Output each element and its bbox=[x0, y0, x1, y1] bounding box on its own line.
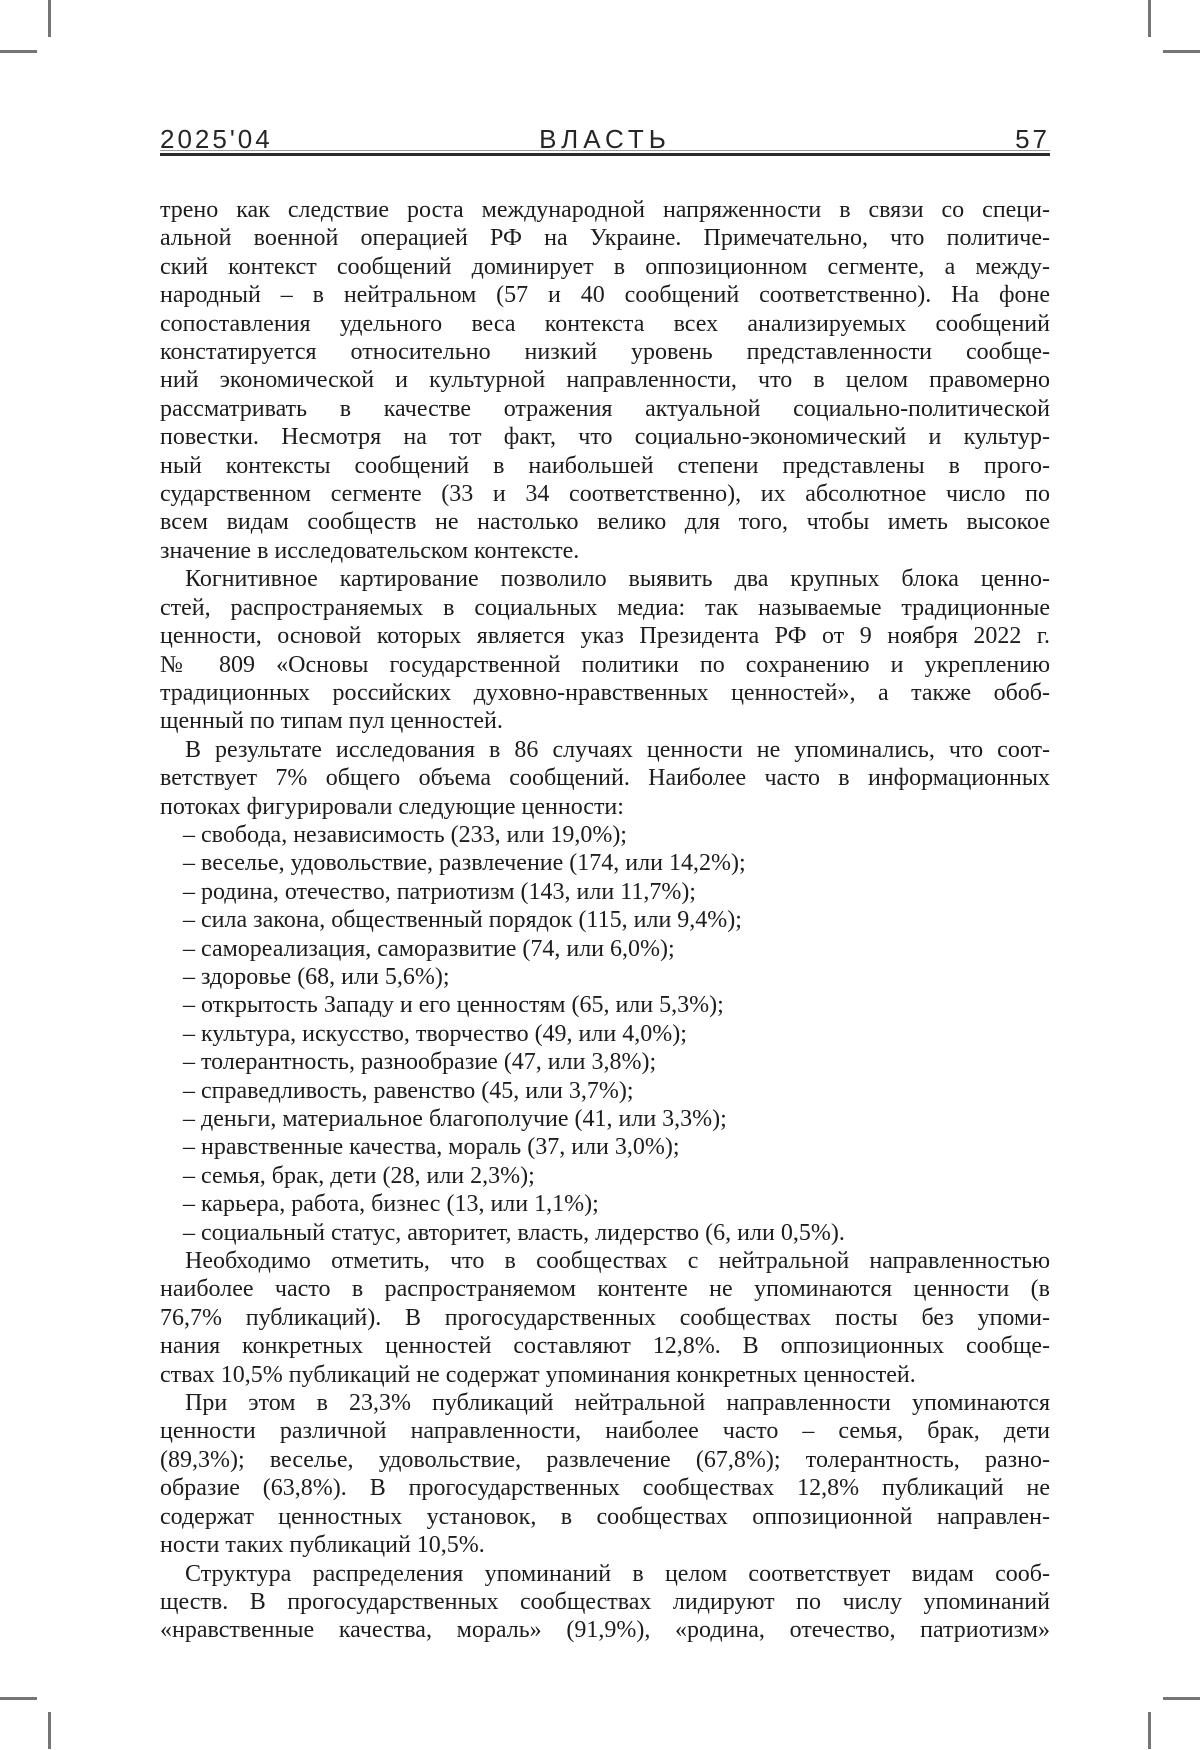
text-line: наиболее часто в распространяемом контенте не упоминаются ценности (в bbox=[160, 1276, 1050, 1303]
text-line: содержат ценностных установок, в сообществах оппозиционной направлен- bbox=[160, 1503, 1050, 1530]
text-line: ский контекст сообщений доминирует в оппозиционном сегменте, а между- bbox=[160, 253, 1050, 280]
text-line: «нравственные качества, мораль» (91,9%), «родина, отечество, патриотизм» bbox=[160, 1617, 1050, 1644]
text-line: Необходимо отметить, что в сообществах с нейтральной направленностью bbox=[185, 1248, 1050, 1275]
text-line: рассматривать в качестве отражения актуальной социально-политической bbox=[160, 395, 1050, 422]
text-line: ветствует 7% общего объема сообщений. Наиболее часто в информационных bbox=[160, 765, 1050, 792]
text-line: нания конкретных ценностей составляют 12,8%. В оппозиционных сообще- bbox=[160, 1333, 1050, 1360]
text-line: традиционных российских духовно-нравственных ценностей», а также обоб- bbox=[160, 679, 1050, 706]
running-head bbox=[160, 124, 1050, 154]
list-item-line: – карьера, работа, бизнес (13, или 1,1%); bbox=[183, 1191, 599, 1218]
list-item-line: – самореализация, саморазвитие (74, или 6,0%); bbox=[183, 935, 675, 962]
crop-mark-top-right-horizontal bbox=[1163, 50, 1200, 53]
text-line: ный контексты сообщений в наибольшей степени представлены в прого- bbox=[160, 452, 1050, 479]
text-line: констатируется относительно низкий уровень представленности сообще- bbox=[160, 339, 1050, 366]
text-line: ществ. В прогосударственных сообществах лидируют по числу упоминаний bbox=[160, 1588, 1050, 1615]
text-line: альной военной операцией РФ на Украине. Примечательно, что политиче- bbox=[160, 225, 1050, 252]
crop-mark-top-left-horizontal bbox=[0, 50, 37, 53]
list-item-line: – нравственные качества, мораль (37, или 3,0%); bbox=[183, 1134, 680, 1161]
text-line: значение в исследовательском контексте. bbox=[160, 537, 580, 564]
text-line: повестки. Несмотря на тот факт, что социально-экономический и культур- bbox=[160, 424, 1050, 451]
journal-title: ВЛАСТЬ bbox=[539, 124, 671, 154]
text-line: сопоставления удельного веса контекста всех анализируемых сообщений bbox=[160, 310, 1050, 337]
list-item-line: – родина, отечество, патриотизм (143, или 11,7%); bbox=[183, 878, 696, 905]
issue-label: 2025'04 bbox=[160, 124, 273, 154]
text-line: сударственном сегменте (33 и 34 соответственно), их абсолютное число по bbox=[160, 481, 1050, 508]
text-line: ствах 10,5% публикаций не содержат упоминания конкретных ценностей. bbox=[160, 1361, 916, 1388]
body-text bbox=[160, 196, 1050, 1645]
list-item-line: – сила закона, общественный порядок (115, или 9,4%); bbox=[183, 907, 742, 934]
list-item-line: – деньги, материальное благополучие (41, или 3,3%); bbox=[183, 1106, 727, 1132]
crop-mark-top-left-vertical bbox=[48, 0, 51, 37]
text-line: всем видам сообществ не настолько велико для того, чтобы иметь высокое bbox=[160, 509, 1050, 536]
text-line: № 809 «Основы государственной политики по сохранению и укреплению bbox=[160, 651, 1050, 678]
list-item-line: – свобода, независимость (233, или 19,0%); bbox=[183, 821, 627, 848]
text-line: При этом в 23,3% публикаций нейтральной направленности упоминаются bbox=[185, 1390, 1050, 1417]
text-line: трено как следствие роста международной напряженности в связи со специ- bbox=[160, 197, 1050, 223]
list-item-line: – открытость Западу и его ценностям (65, или 5,3%); bbox=[183, 992, 724, 1019]
text-line: образие (63,8%). В прогосударственных сообществах 12,8% публикаций не bbox=[160, 1475, 1050, 1502]
text-line: Структура распределения упоминаний в целом соответствует видам сооб- bbox=[185, 1560, 1050, 1587]
text-line: ценности различной направленности, наиболее часто – семья, брак, дети bbox=[160, 1418, 1050, 1445]
text-line: ности таких публикаций 10,5%. bbox=[160, 1532, 485, 1559]
text-line: 76,7% публикаций). В прогосударственных сообществах посты без упоми- bbox=[160, 1304, 1050, 1331]
list-item-line: – толерантность, разнообразие (47, или 3,8%); bbox=[183, 1049, 657, 1076]
text-line: ний экономической и культурной направленности, что в целом правомерно bbox=[160, 367, 1050, 394]
list-item-line: – семья, брак, дети (28, или 2,3%); bbox=[183, 1162, 535, 1189]
text-line: (89,3%); веселье, удовольствие, развлечение (67,8%); толерантность, разно- bbox=[160, 1446, 1050, 1473]
list-item-line: – социальный статус, авторитет, власть, лидерство (6, или 0,5%). bbox=[183, 1219, 845, 1246]
crop-mark-bottom-right-vertical bbox=[1148, 1712, 1151, 1749]
text-line: стей, распространяемых в социальных медиа: так называемые традиционные bbox=[160, 594, 1050, 621]
text-line: ценности, основой которых является указ Президента РФ от 9 ноября 2022 г. bbox=[160, 623, 1050, 650]
page-number: 57 bbox=[1015, 124, 1050, 154]
header-rule bbox=[160, 150, 1050, 156]
list-item-line: – справедливость, равенство (45, или 3,7%); bbox=[183, 1077, 634, 1104]
crop-mark-bottom-left-horizontal bbox=[0, 1697, 37, 1700]
crop-mark-bottom-right-horizontal bbox=[1163, 1697, 1200, 1700]
crop-mark-bottom-left-vertical bbox=[48, 1712, 51, 1749]
list-item-line: – здоровье (68, или 5,6%); bbox=[183, 963, 450, 990]
text-line: Когнитивное картирование позволило выявить два крупных блока ценно- bbox=[185, 566, 1050, 593]
list-item-line: – культура, искусство, творчество (49, или 4,0%); bbox=[183, 1020, 687, 1047]
crop-mark-top-right-vertical bbox=[1148, 0, 1151, 37]
list-item-line: – веселье, удовольствие, развлечение (174, или 14,2%); bbox=[183, 850, 746, 877]
text-line: потоках фигурировали следующие ценности: bbox=[160, 793, 624, 820]
text-line: народный – в нейтральном (57 и 40 сообщений соответственно). На фоне bbox=[160, 282, 1050, 309]
text-line: В результате исследования в 86 случаях ценности не упоминались, что соот- bbox=[185, 736, 1050, 763]
text-line: щенный по типам пул ценностей. bbox=[160, 708, 503, 735]
